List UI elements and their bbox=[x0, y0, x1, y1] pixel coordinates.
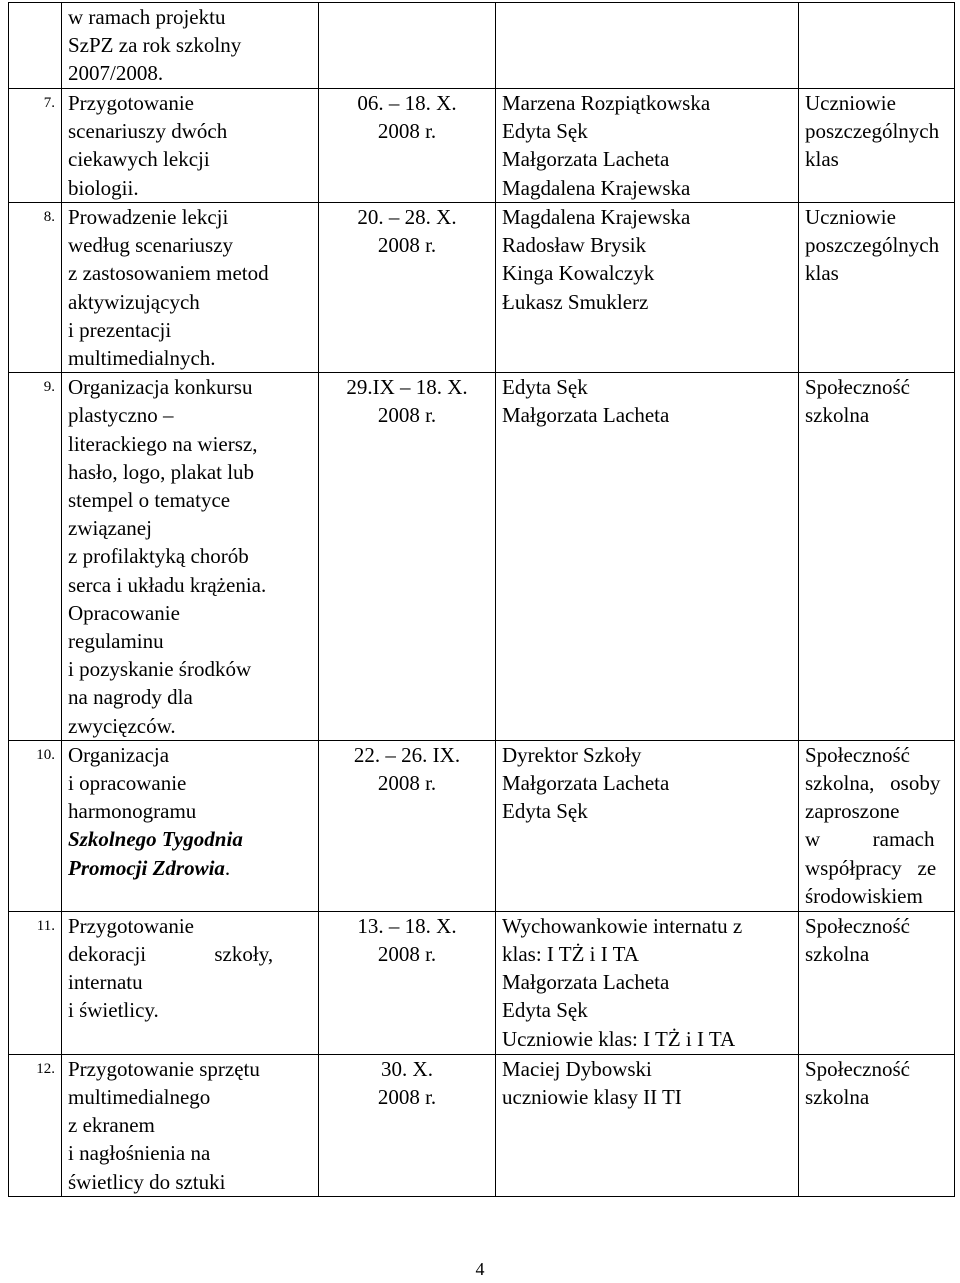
row-number-cell bbox=[9, 89, 62, 203]
responsible-cell bbox=[496, 373, 799, 741]
task-line: multimedialnych. bbox=[68, 346, 216, 371]
task-line: harmonogramu bbox=[68, 799, 197, 824]
task-line: Organizacja bbox=[68, 742, 170, 767]
responsible-line: klas: I TŻ i I TA bbox=[502, 942, 639, 967]
date-cell bbox=[319, 89, 496, 203]
responsible-line: Edyta Sęk bbox=[502, 998, 588, 1023]
responsible-cell bbox=[496, 1054, 799, 1196]
task-line: i pozyskanie środków bbox=[68, 657, 252, 682]
row-number: 11. bbox=[36, 917, 55, 934]
row-number: 7. bbox=[43, 95, 55, 111]
table-row bbox=[9, 1054, 955, 1196]
date-cell bbox=[319, 740, 496, 911]
target-line: poszczególnych bbox=[805, 119, 940, 144]
date-line: 2008 r. bbox=[377, 119, 437, 144]
task-line: z zastosowaniem metod bbox=[68, 261, 269, 286]
task-line: Przygotowanie bbox=[68, 91, 194, 115]
target-cell bbox=[799, 3, 955, 89]
row-number-cell bbox=[9, 3, 62, 89]
activity-table bbox=[8, 2, 955, 1197]
task-cell bbox=[62, 1054, 319, 1196]
target-line: Uczniowie bbox=[805, 205, 896, 229]
table-row bbox=[9, 911, 955, 1054]
target-line: Społeczność bbox=[805, 375, 910, 400]
date-cell bbox=[319, 373, 496, 741]
date-cell bbox=[319, 1054, 496, 1196]
responsible-line: Wychowankowie internatu z bbox=[502, 913, 743, 938]
date-line: 13. – 18. X. bbox=[357, 913, 457, 938]
date-line: 30. X. bbox=[381, 1056, 433, 1081]
responsible-cell bbox=[496, 911, 799, 1054]
row-number: 9. bbox=[43, 379, 55, 396]
responsible-line: Marzena Rozpiątkowska bbox=[502, 91, 711, 115]
task-line: i nagłośnienia na bbox=[68, 1141, 211, 1166]
target-line: szkolna bbox=[805, 942, 870, 967]
date-line: 29.IX – 18. X. bbox=[346, 375, 468, 400]
target-line: Społeczność bbox=[805, 1056, 910, 1081]
target-line: współpracy ze bbox=[805, 855, 937, 880]
task-line: plastyczno – bbox=[68, 403, 174, 428]
responsible-cell bbox=[496, 740, 799, 911]
target-line: w ramach bbox=[805, 827, 935, 852]
date-line: 2008 r. bbox=[377, 233, 437, 258]
task-line: stempel o tematyce bbox=[68, 488, 231, 513]
responsible-line: Edyta Sęk bbox=[502, 799, 588, 824]
responsible-line: Małgorzata Lacheta bbox=[502, 771, 670, 796]
target-line: szkolna, osoby bbox=[805, 771, 941, 796]
task-line: literackiego na wiersz, bbox=[68, 431, 258, 456]
task-line-tail: . bbox=[224, 855, 231, 880]
date-cell bbox=[319, 3, 496, 89]
target-line: Społeczność bbox=[805, 742, 910, 767]
date-cell bbox=[319, 911, 496, 1054]
target-cell bbox=[799, 203, 955, 373]
task-line: regulaminu bbox=[68, 629, 164, 654]
target-cell bbox=[799, 89, 955, 203]
task-line: hasło, logo, plakat lub bbox=[68, 459, 255, 484]
target-cell bbox=[799, 1054, 955, 1196]
date-line: 2008 r. bbox=[377, 771, 437, 796]
task-line: Organizacja konkursu bbox=[68, 375, 253, 400]
target-line: szkolna bbox=[805, 1085, 870, 1110]
responsible-line: uczniowie klasy II TI bbox=[502, 1085, 682, 1110]
table-row bbox=[9, 203, 955, 373]
task-line: ciekawych lekcji bbox=[68, 147, 210, 172]
task-line: dekoracji szkoły, bbox=[68, 942, 274, 967]
target-line: klas bbox=[805, 147, 839, 172]
task-cell bbox=[62, 373, 319, 741]
table-row bbox=[9, 373, 955, 741]
target-line: poszczególnych bbox=[805, 233, 940, 258]
target-cell bbox=[799, 911, 955, 1054]
task-line: według scenariuszy bbox=[68, 233, 234, 258]
date-line: 2008 r. bbox=[377, 942, 437, 967]
row-number-cell bbox=[9, 1054, 62, 1196]
responsible-line: Uczniowie klas: I TŻ i I TA bbox=[502, 1026, 736, 1051]
responsible-cell bbox=[496, 3, 799, 89]
table-row bbox=[9, 740, 955, 911]
task-line: SzPZ za rok szkolny bbox=[68, 33, 242, 58]
responsible-line: Kinga Kowalczyk bbox=[502, 261, 655, 286]
task-line: Prowadzenie lekcji bbox=[68, 205, 229, 229]
task-cell bbox=[62, 3, 319, 89]
responsible-line: Radosław Brysik bbox=[502, 233, 647, 258]
date-line: 2008 r. bbox=[377, 1085, 437, 1110]
responsible-line: Małgorzata Lacheta bbox=[502, 970, 670, 995]
task-line: internatu bbox=[68, 970, 143, 995]
task-cell bbox=[62, 740, 319, 911]
responsible-line: Magdalena Krajewska bbox=[502, 175, 691, 200]
row-number-cell bbox=[9, 203, 62, 373]
task-line: scenariuszy dwóch bbox=[68, 119, 228, 144]
table-row bbox=[9, 3, 955, 89]
responsible-line: Dyrektor Szkoły bbox=[502, 742, 642, 767]
task-line: biologii. bbox=[68, 175, 139, 200]
task-cell bbox=[62, 911, 319, 1054]
row-number: 12. bbox=[36, 1060, 55, 1077]
task-line: zwycięzców. bbox=[68, 713, 176, 738]
target-cell bbox=[799, 740, 955, 911]
task-line: w ramach projektu bbox=[68, 5, 226, 29]
task-line: i prezentacji bbox=[68, 317, 172, 342]
responsible-line: Edyta Sęk bbox=[502, 119, 588, 144]
task-line: związanej bbox=[68, 516, 152, 541]
task-line: serca i układu krążenia. bbox=[68, 572, 267, 597]
task-cell bbox=[62, 89, 319, 203]
task-line: z profilaktyką chorób bbox=[68, 544, 249, 569]
date-line: 22. – 26. IX. bbox=[353, 742, 461, 767]
table-row bbox=[9, 89, 955, 203]
task-line: 2007/2008. bbox=[68, 61, 164, 86]
target-cell bbox=[799, 373, 955, 741]
task-line-italic-wrap bbox=[68, 854, 312, 882]
target-line: szkolna bbox=[805, 403, 870, 428]
date-line: 2008 r. bbox=[377, 403, 437, 428]
date-line: 20. – 28. X. bbox=[357, 205, 457, 229]
target-line: Społeczność bbox=[805, 913, 910, 938]
task-line: aktywizujących bbox=[68, 289, 200, 314]
task-line: Przygotowanie sprzętu bbox=[68, 1056, 260, 1081]
date-line: 06. – 18. X. bbox=[357, 91, 457, 115]
page-number: 4 bbox=[475, 1259, 485, 1279]
task-cell bbox=[62, 203, 319, 373]
task-line: Opracowanie bbox=[68, 600, 180, 625]
responsible-line: Magdalena Krajewska bbox=[502, 205, 691, 229]
responsible-line: Małgorzata Lacheta bbox=[502, 403, 670, 428]
target-line: klas bbox=[805, 261, 839, 286]
target-line: Uczniowie bbox=[805, 91, 896, 115]
target-line: zaproszone bbox=[805, 799, 900, 824]
task-line: i opracowanie bbox=[68, 771, 187, 796]
responsible-line: Edyta Sęk bbox=[502, 375, 588, 400]
task-line-italic: Szkolnego Tygodnia bbox=[68, 827, 243, 852]
task-line: Przygotowanie bbox=[68, 913, 194, 938]
task-line: i świetlicy. bbox=[68, 998, 159, 1023]
responsible-cell bbox=[496, 89, 799, 203]
task-line: z ekranem bbox=[68, 1113, 155, 1138]
responsible-line: Łukasz Smuklerz bbox=[502, 289, 649, 314]
target-line: środowiskiem bbox=[805, 883, 923, 908]
task-line: multimedialnego bbox=[68, 1085, 211, 1110]
row-number-cell bbox=[9, 740, 62, 911]
row-number: 10. bbox=[36, 746, 55, 763]
date-cell bbox=[319, 203, 496, 373]
task-line: świetlicy do sztuki bbox=[68, 1169, 226, 1194]
row-number-cell bbox=[9, 911, 62, 1054]
row-number: 8. bbox=[43, 209, 55, 225]
row-number-cell bbox=[9, 373, 62, 741]
responsible-line: Maciej Dybowski bbox=[502, 1056, 652, 1081]
task-line-italic: Promocji Zdrowia bbox=[68, 855, 225, 880]
responsible-line: Małgorzata Lacheta bbox=[502, 147, 670, 172]
responsible-cell bbox=[496, 203, 799, 373]
task-line: na nagrody dla bbox=[68, 685, 193, 710]
